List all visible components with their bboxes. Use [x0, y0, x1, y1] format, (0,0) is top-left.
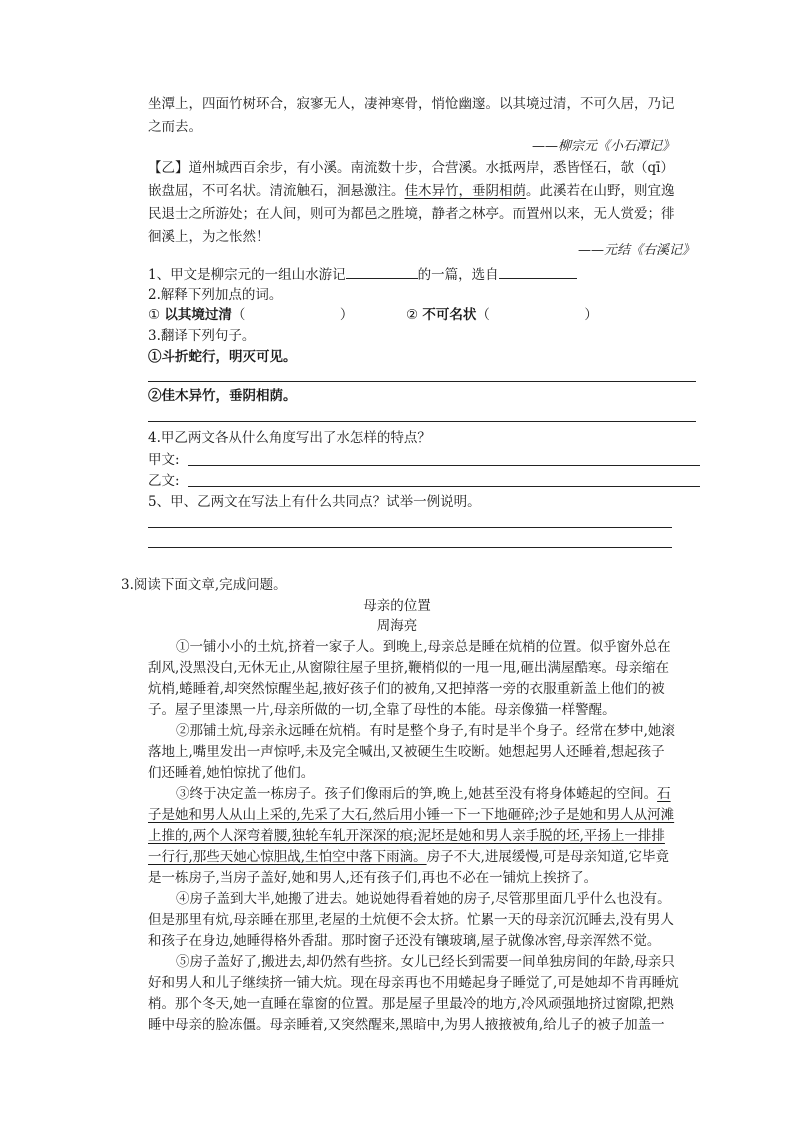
section-3-heading: 3.阅读下面文章,完成问题。: [121, 577, 287, 593]
yi-text-line-1: 【乙】道州城西百余步，有小溪。南流数十步，合营溪。水抵两岸，悉皆怪石，欹（qī）: [148, 160, 674, 176]
paragraph-3-underlined: 一行行,那些天她心惊胆战,生怕空中落下雨滴。: [148, 849, 427, 865]
question-4: 4.甲乙两文各从什么角度写出了水怎样的特点？: [148, 430, 431, 446]
paragraph-5-line: 睡中母亲的脸冻僵。母亲睡着,又突然醒来,黑暗中,为男人掖掖被角,给儿子的被子加盖一: [148, 1017, 665, 1033]
question-4-yi-label: 乙文:: [148, 473, 180, 489]
question-1-text-a: 1、甲文是柳宗元的一组山水游记: [148, 267, 346, 283]
paragraph-1-line: 刮风,没黑没白,无休无止,从窗隙往屋子里挤,鞭梢似的一甩一甩,砸出满屋酷寒。母亲缩在: [148, 660, 669, 676]
paragraph-3-underlined-line: 上推的,两个人深弯着腰,独轮车轧开深深的痕;泥坯是她和男人亲手脱的坯,平扬上一排排: [148, 828, 665, 844]
yi-text-line-3: 民退士之所游处；在人间，则可为都邑之胜境，静者之林亭。而置州以来，无人赏爱；徘: [148, 206, 675, 222]
paragraph-4-line: ④房子盖到大半,她搬了进去。她说她得看着她的房子,尽管那里面几乎什么也没有。: [176, 891, 671, 907]
yi-text-line-4: 徊溪上，为之怅然！: [148, 229, 270, 245]
paragraph-3-line: [148, 847, 669, 867]
answer-line-3-2[interactable]: [148, 421, 696, 422]
paragraph-3-underlined: 石: [657, 786, 671, 802]
paragraph-2-line: 落地上,嘴里发出一声惊呼,未及完全喊出,又被硬生生咬断。她想起男人还睡着,想起孩子: [148, 744, 665, 760]
question-1-text-b: 的一篇，选自: [417, 267, 499, 283]
question-2-item-2-answer[interactable]: （ ）: [476, 307, 598, 323]
paragraph-3-text: 房子不大,进展缓慢,可是母亲知道,它毕竟: [426, 849, 669, 865]
answer-blank-1a[interactable]: [346, 264, 418, 279]
paragraph-3-line: [176, 784, 671, 804]
question-3-sentence-1: ①斗折蛇行，明灭可见。: [148, 349, 297, 365]
paragraph-3-underlined-line: 子是她和男人从山上采的,先采了大石,然后用小锤一下一下地砸碎;沙子是她和男人从河滩: [148, 807, 675, 823]
yi-text-line-2-end: 。此溪若在山野，则宜逸: [526, 183, 675, 199]
jia-text-line-2: 之而去。: [148, 119, 202, 135]
paragraph-4-line: 但是那里有炕,母亲睡在那里,老屋的土炕便不会太挤。忙累一天的母亲沉沉睡去,没有男人: [148, 912, 674, 928]
jia-text-line-1: 坐潭上，四面竹树环合，寂寥无人，凄神寒骨，悄怆幽邃。以其境过清，不可久居，乃记: [148, 96, 675, 112]
answer-line-5-2[interactable]: [148, 547, 672, 548]
question-2-item-1-word: 以其境过清: [164, 307, 232, 323]
question-2: 2.解释下列加点的词。: [148, 287, 283, 303]
question-2-item-1-num: ①: [148, 307, 161, 323]
question-5: 5、甲、乙两文在写法上有什么共同点？试举一例说明。: [148, 494, 481, 510]
yi-text-line-2-start: 嵌盘屈，不可名状。清流触石，洄悬激注。: [148, 183, 405, 199]
question-2-item-2: [406, 305, 598, 325]
paragraph-3-line: 是一栋房子,当房子盖好,她和男人,还有孩子们,再也不必在一铺炕上挨挤了。: [148, 870, 598, 886]
paragraph-1-line: ①一铺小小的土炕,挤着一家子人。到晚上,母亲总是睡在炕梢的位置。似乎窗外总在: [176, 639, 671, 655]
paragraph-5-line: 好和男人和儿子继续挤一铺大炕。现在母亲再也不用蜷起身子睡觉了,可是她却不肯再睡炕: [148, 975, 679, 991]
yi-attribution: ——元结《右溪记》: [578, 243, 696, 258]
paragraph-2-line: ②那铺土炕,母亲永远睡在炕梢。有时是整个身子,有时是半个身子。经常在梦中,她滚: [176, 723, 675, 739]
paragraph-2-line: 们还睡着,她怕惊扰了他们。: [148, 765, 315, 781]
answer-line-4-yi[interactable]: [188, 486, 700, 487]
paragraph-1-line: 子。屋子里漆黑一片,母亲所做的一切,全靠了母性的本能。母亲像猫一样警醒。: [148, 702, 616, 718]
question-2-item-1: [148, 305, 353, 325]
paragraph-5-line: 梢。那个冬天,她一直睡在靠窗的位置。那是屋子里最冷的地方,冷风顽强地挤过窗隙,把熟: [148, 996, 674, 1012]
question-4-jia-label: 甲文:: [148, 452, 180, 468]
yi-text-line-2: [148, 181, 675, 201]
question-2-item-2-num: ②: [406, 307, 419, 323]
paragraph-5-line: ⑤房子盖好了,搬进去,却仍然有些挤。女儿已经长到需要一间单独房间的年龄,母亲只: [176, 954, 675, 970]
paragraph-4-line: 和孩子在身边,她睡得格外香甜。那时窗子还没有镶玻璃,屋子就像冰窖,母亲浑然不觉。: [148, 933, 661, 949]
question-2-item-1-answer[interactable]: （ ）: [231, 307, 354, 323]
paragraph-3-text: ③终于决定盖一栋房子。孩子们像雨后的笋,晚上,她甚至没有将身体蜷起的空间。: [176, 786, 658, 802]
answer-line-4-jia[interactable]: [188, 465, 700, 466]
question-2-item-2-word: 不可名状: [422, 307, 477, 323]
article-title: 母亲的位置: [363, 598, 431, 614]
paragraph-1-line: 炕梢,蜷睡着,却突然惊醒坐起,掖好孩子们的被角,又把掉落一旁的衣服重新盖上他们的被: [148, 681, 665, 697]
answer-line-5-1[interactable]: [148, 527, 672, 528]
answer-blank-1b[interactable]: [499, 264, 577, 279]
yi-underlined-phrase: 佳木异竹，垂阴相荫: [404, 183, 526, 199]
question-3: 3.翻译下列句子。: [148, 328, 256, 344]
article-author: 周海亮: [376, 618, 418, 634]
question-3-sentence-2: ②佳木异竹，垂阴相荫。: [148, 388, 297, 404]
answer-line-3-1[interactable]: [148, 381, 696, 382]
question-1: [148, 264, 577, 285]
jia-attribution: ——柳宗元《小石潭记》: [532, 139, 676, 154]
